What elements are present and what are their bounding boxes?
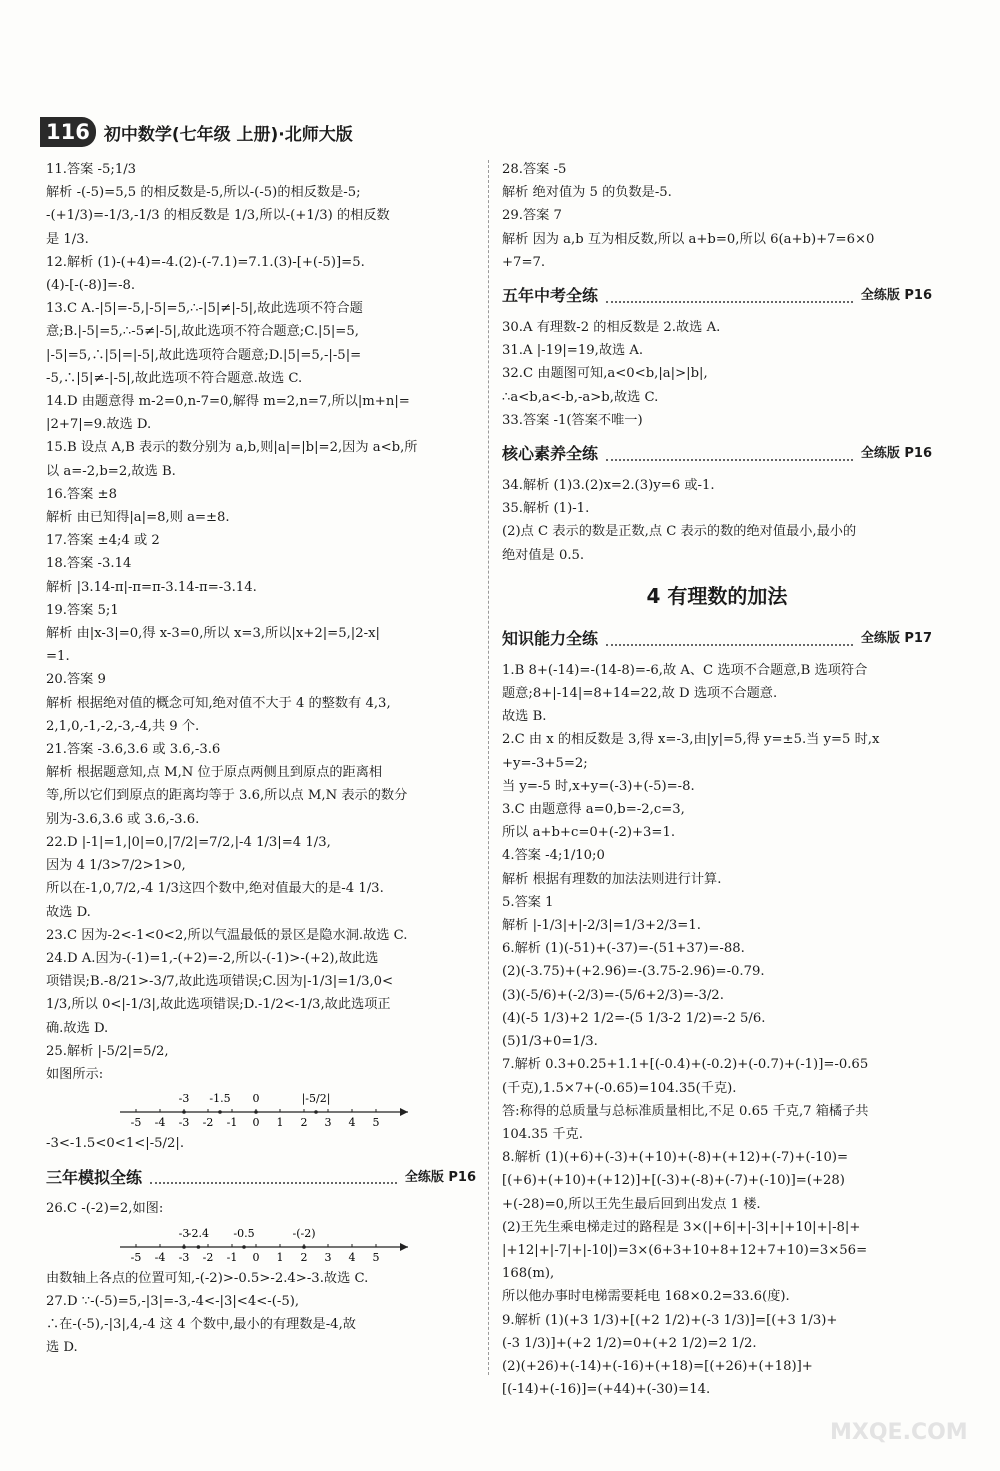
tick-label: 4 — [348, 1250, 356, 1264]
solution-line: 27.D ∵-(-5)=5,-|3|=-3,-4<-|3|<4<-(-5), — [46, 1293, 300, 1309]
solution-line: 3.C 由题意得 a=0,b=-2,c=3, — [502, 802, 685, 818]
solution-line: 25.解析 |-5/2|=5/2, — [46, 1043, 169, 1059]
solution-line: 题意;8+|-14|=8+14=22,故 D 选项不合题意. — [502, 686, 778, 702]
tick-label: 3 — [324, 1250, 332, 1264]
tick-label: 5 — [372, 1116, 380, 1130]
tick-label: 3 — [324, 1116, 332, 1130]
solution-line: 12.解析 (1)-(+4)=-4.(2)-(-7.1)=7.1.(3)-[+(-5)]=5. — [46, 254, 365, 270]
tick-label: -3 — [178, 1250, 190, 1264]
right-column — [502, 158, 932, 1398]
solution-line: 选 D. — [46, 1340, 78, 1356]
section-header — [502, 440, 932, 468]
tick-label: 0 — [252, 1250, 260, 1264]
solution-line: (2)点 C 表示的数是正数,点 C 表示的数的绝对值最小,最小的 — [502, 524, 857, 540]
solution-line: 2.C 由 x 的相反数是 3,得 x=-3,由|y|=5,得 y=±5.当 y=5 时,x — [502, 732, 880, 748]
solution-line: 18.答案 -3.14 — [46, 556, 132, 572]
solution-line: 答:称得的总质量与总标准质量相比,不足 0.65 千克,7 箱橘子共 — [502, 1103, 869, 1119]
solution-line: (千克),1.5×7+(-0.65)=104.35(千克). — [502, 1080, 737, 1096]
solution-line: -(+1/3)=-1/3,-1/3 的相反数是 1/3,所以-(+1/3) 的相反数 — [46, 208, 390, 224]
solution-line: 故选 D. — [46, 904, 91, 920]
solution-line: 解析 由|x-3|=0,得 x-3=0,所以 x=3,所以|x+2|=5,|2-x| — [46, 626, 380, 642]
solution-line: |+12|+|-7|+|-10|)=3×(6+3+10+8+12+7+10)=3×56= — [502, 1242, 868, 1258]
section-leader — [150, 1170, 397, 1184]
solution-line: 项错误;B.-8/21>-3/7,故此选项错误;C.因为|-1/3|=1/3,0< — [46, 974, 394, 990]
axis-arrow-icon — [400, 1108, 408, 1116]
watermark-logo — [820, 1411, 970, 1451]
solution-line: 22.D |-1|=1,|0|=0,|7/2|=7/2,|-4 1/3|=4 1/3, — [46, 834, 331, 850]
book-title: 初中数学(七年级 上册)·北师大版 — [103, 124, 353, 145]
solution-line: =1. — [46, 649, 70, 665]
section-ref: 全练版 P16 — [404, 1169, 476, 1185]
tick-label: -5 — [130, 1250, 142, 1264]
point-marker — [182, 1245, 186, 1249]
tick-label: -4 — [154, 1250, 166, 1264]
solution-line: 24.D A.因为-(-1)=1,-(+2)=-2,所以-(-1)>-(+2),故此选 — [46, 950, 379, 966]
tick-label: -4 — [154, 1116, 166, 1130]
solution-line: 2,1,0,-1,-2,-3,-4,共 9 个. — [46, 718, 200, 734]
solution-line: 28.答案 -5 — [502, 162, 567, 177]
solution-line: 如图所示: — [46, 1066, 104, 1082]
solution-line: 16.答案 ±8 — [46, 486, 117, 502]
tick-label: 1 — [276, 1116, 284, 1130]
number-line-figure — [116, 1088, 416, 1130]
page-number: 116 — [40, 117, 96, 147]
solution-line: 168(m), — [502, 1266, 555, 1282]
section-title: 核心素养全练 — [502, 444, 599, 464]
section-ref: 全练版 P17 — [860, 631, 932, 647]
point-marker — [254, 1110, 258, 1114]
solution-line: |-5|=5,∴|5|=|-5|,故此选项符合题意;D.|5|=5,-|-5|= — [46, 347, 362, 363]
chapter-title: 4 有理数的加法 — [646, 583, 788, 608]
solution-line: 20.答案 9 — [46, 672, 106, 688]
solution-line: 解析 |3.14-π|-π=π-3.14-π=-3.14. — [46, 579, 257, 595]
section-header — [502, 282, 932, 310]
point-marker — [302, 1245, 306, 1249]
solution-line: 1/3,所以 0<|-1/3|,故此选项错误;D.-1/2<-1/3,故此选项正 — [46, 997, 391, 1013]
point-marker — [218, 1110, 222, 1114]
solution-line: 因为 4 1/3>7/2>1>0, — [46, 858, 186, 874]
solution-line: 由数轴上各点的位置可知,-(-2)>-0.5>-2.4>-3.故选 C. — [46, 1270, 369, 1286]
solution-line: 所以他办事时电梯需要耗电 168×0.2=33.6(度). — [502, 1289, 790, 1305]
solution-line: 当 y=-5 时,x+y=(-3)+(-5)=-8. — [502, 778, 695, 794]
solution-line: 解析 -(-5)=5,5 的相反数是-5,所以-(-5)的相反数是-5; — [46, 185, 361, 201]
solution-line: 解析 因为 a,b 互为相反数,所以 a+b=0,所以 6(a+b)+7=6×0 — [502, 231, 875, 247]
section-leader — [606, 632, 853, 646]
point-label: 0 — [252, 1092, 260, 1106]
section-header — [46, 1163, 476, 1191]
solution-line: (2)(+26)+(-14)+(-16)+(+18)=[(+26)+(+18)]+ — [502, 1358, 813, 1374]
solution-line: (4)-[-(-8)]=-8. — [46, 278, 136, 294]
solution-line: 别为-3.6,3.6 或 3.6,-3.6. — [46, 811, 200, 827]
solution-line: 4.答案 -4;1/10;0 — [502, 848, 605, 864]
tick-label: 1 — [276, 1250, 284, 1264]
section-ref: 全练版 P16 — [860, 288, 932, 304]
point-marker — [314, 1110, 318, 1114]
solution-line: 意;B.|-5|=5,∴-5≠|-5|,故此选项不符合题意;C.|5|=5, — [46, 324, 359, 340]
solution-line: |2+7|=9.故选 D. — [46, 417, 152, 433]
solution-line: 26.C -(-2)=2,如图: — [46, 1201, 164, 1217]
solution-line: 35.解析 (1)-1. — [502, 501, 590, 517]
tick-label: -2 — [202, 1116, 214, 1130]
point-marker — [242, 1245, 246, 1249]
solution-line: 故选 B. — [502, 709, 547, 725]
solution-line: 9.解析 (1)(+3 1/3)+[(+2 1/2)+(-3 1/3)]=[(+3 1/3)+ — [502, 1312, 838, 1328]
solution-line: (2)(-3.75)+(+2.96)=-(3.75-2.96)=-0.79. — [502, 964, 765, 980]
solution-line: 33.答案 -1(答案不唯一) — [502, 412, 643, 428]
solution-line: 14.D 由题意得 m-2=0,n-7=0,解得 m=2,n=7,所以|m+n|= — [46, 394, 410, 410]
tick-label: 4 — [348, 1116, 356, 1130]
solution-line: (2)王先生乘电梯走过的路程是 3×(|+6|+|-3|+|+10|+|-8|+ — [502, 1219, 861, 1235]
tick-label: 2 — [300, 1116, 308, 1130]
solution-line: (4)(-5 1/3)+2 1/2=-(5 1/3-2 1/2)=-2 5/6. — [502, 1010, 766, 1026]
point-label: -3 — [178, 1092, 190, 1106]
solution-line: 30.A 有理数-2 的相反数是 2.故选 A. — [502, 320, 721, 336]
tick-label: -2 — [202, 1250, 214, 1264]
solution-line: 绝对值是 0.5. — [502, 547, 585, 563]
solution-line: 5.答案 1 — [502, 894, 554, 910]
tick-label: -5 — [130, 1116, 142, 1130]
solution-line: ∴在-(-5),-|3|,4,-4 这 4 个数中,最小的有理数是-4,故 — [46, 1316, 356, 1332]
column-divider — [488, 160, 489, 1375]
page-header — [40, 114, 353, 150]
solution-line: (3)(-5/6)+(-2/3)=-(5/6+2/3)=-3/2. — [502, 987, 724, 1003]
solution-line: 11.答案 -5;1/3 — [46, 162, 137, 177]
tick-label: -3 — [178, 1116, 190, 1130]
point-label: -0.5 — [233, 1226, 255, 1240]
point-marker — [182, 1110, 186, 1114]
solution-line: 19.答案 5;1 — [46, 602, 119, 618]
section-title: 三年模拟全练 — [46, 1167, 143, 1187]
solution-line: 解析 根据绝对值的概念可知,绝对值不大于 4 的整数有 4,3, — [46, 695, 391, 711]
solution-line: 解析 根据有理数的加法法则进行计算. — [502, 871, 722, 887]
solution-line: [(+6)+(+10)+(+12)]+[(-3)+(-8)+(-7)+(-10)]=(+28) — [502, 1173, 845, 1189]
solution-line: 确.故选 D. — [46, 1020, 109, 1036]
solution-line: +y=-3+5=2; — [502, 755, 588, 771]
solution-line: 8.解析 (1)(+6)+(-3)+(+10)+(-8)+(+12)+(-7)+(-10)= — [502, 1150, 849, 1166]
point-label: -(-2) — [292, 1226, 316, 1240]
solution-line: 31.A |-19|=19,故选 A. — [502, 343, 644, 359]
solution-line: -5,∴|5|≠-|-5|,故此选项不符合题意.故选 C. — [46, 370, 303, 386]
solution-line: 以 a=-2,b=2,故选 B. — [46, 463, 176, 479]
solution-line: 解析 由已知得|a|=8,则 a=±8. — [46, 510, 230, 526]
solution-line: 等,所以它们到原点的距离均等于 3.6,所以点 M,N 表示的数分 — [46, 788, 408, 804]
svg-text:MXQE.COM: MXQE.COM — [830, 1420, 968, 1445]
solution-line: +7=7. — [502, 254, 546, 270]
solution-line: 104.35 千克. — [502, 1126, 583, 1142]
solution-line: 所以 a+b+c=0+(-2)+3=1. — [502, 825, 676, 841]
solution-line: (-3 1/3)]+(+2 1/2)=0+(+2 1/2)=2 1/2. — [502, 1335, 757, 1351]
solution-line: 所以在-1,0,7/2,-4 1/3这四个数中,绝对值最大的是-4 1/3. — [46, 881, 384, 897]
solution-line: 21.答案 -3.6,3.6 或 3.6,-3.6 — [46, 742, 221, 758]
tick-label: -1 — [226, 1116, 238, 1130]
solution-line: 34.解析 (1)3.(2)x=2.(3)y=6 或-1. — [502, 478, 715, 494]
solution-line: ∴a<b,a<-b,-a>b,故选 C. — [502, 389, 659, 405]
section-leader — [606, 447, 853, 461]
solution-line: 7.解析 0.3+0.25+1.1+[(-0.4)+(-0.2)+(-0.7)+(-1)]=-0.65 — [502, 1057, 869, 1073]
section-leader — [606, 289, 853, 303]
point-marker — [197, 1245, 201, 1249]
solution-line: 解析 绝对值为 5 的负数是-5. — [502, 185, 672, 201]
solution-line: 29.答案 7 — [502, 208, 562, 224]
solution-line: 15.B 设点 A,B 表示的数分别为 a,b,则|a|=|b|=2,因为 a<b,所 — [46, 440, 418, 456]
tick-label: 2 — [300, 1250, 308, 1264]
solution-line: +(-28)=0,所以王先生最后回到出发点 1 楼. — [502, 1196, 761, 1212]
section-header — [502, 625, 932, 653]
solution-line: 解析 |-1/3|+|-2/3|=1/3+2/3=1. — [502, 918, 701, 934]
tick-label: 0 — [252, 1116, 260, 1130]
section-title: 知识能力全练 — [502, 629, 599, 649]
solution-line: 是 1/3. — [46, 231, 89, 247]
solution-line: 17.答案 ±4;4 或 2 — [46, 533, 160, 549]
solution-line: 23.C 因为-2<-1<0<2,所以气温最低的景区是隐水洞.故选 C. — [46, 927, 408, 943]
tick-label: -1 — [226, 1250, 238, 1264]
solution-line: [(-14)+(-16)]=(+44)+(-30)=14. — [502, 1382, 711, 1398]
solution-line: 解析 根据题意知,点 M,N 位于原点两侧且到原点的距离相 — [46, 765, 383, 781]
point-label: -3 — [178, 1226, 190, 1240]
point-label: -1.5 — [209, 1092, 231, 1106]
solution-line: 13.C A.-|5|=-5,|-5|=5,∴-|5|≠|-5|,故此选项不符合题 — [46, 301, 363, 317]
solution-line: 1.B 8+(-14)=-(14-8)=-6,故 A、C 选项不合题意,B 选项符合 — [502, 662, 868, 678]
section-ref: 全练版 P16 — [860, 446, 932, 462]
solution-line: 6.解析 (1)(-51)+(-37)=-(51+37)=-88. — [502, 941, 745, 957]
left-column — [46, 158, 476, 1378]
point-label: |-5/2| — [301, 1092, 331, 1106]
solution-line: (5)1/3+0=1/3. — [502, 1034, 598, 1050]
number-line-figure — [116, 1223, 416, 1265]
point-label: -2.4 — [187, 1226, 210, 1240]
axis-arrow-icon — [400, 1243, 408, 1251]
solution-line: -3<-1.5<0<1<|-5/2|. — [46, 1136, 185, 1152]
solution-line: 32.C 由题图可知,a<0<b,|a|>|b|, — [502, 366, 708, 382]
tick-label: 5 — [372, 1250, 380, 1264]
section-title: 五年中考全练 — [502, 286, 599, 306]
